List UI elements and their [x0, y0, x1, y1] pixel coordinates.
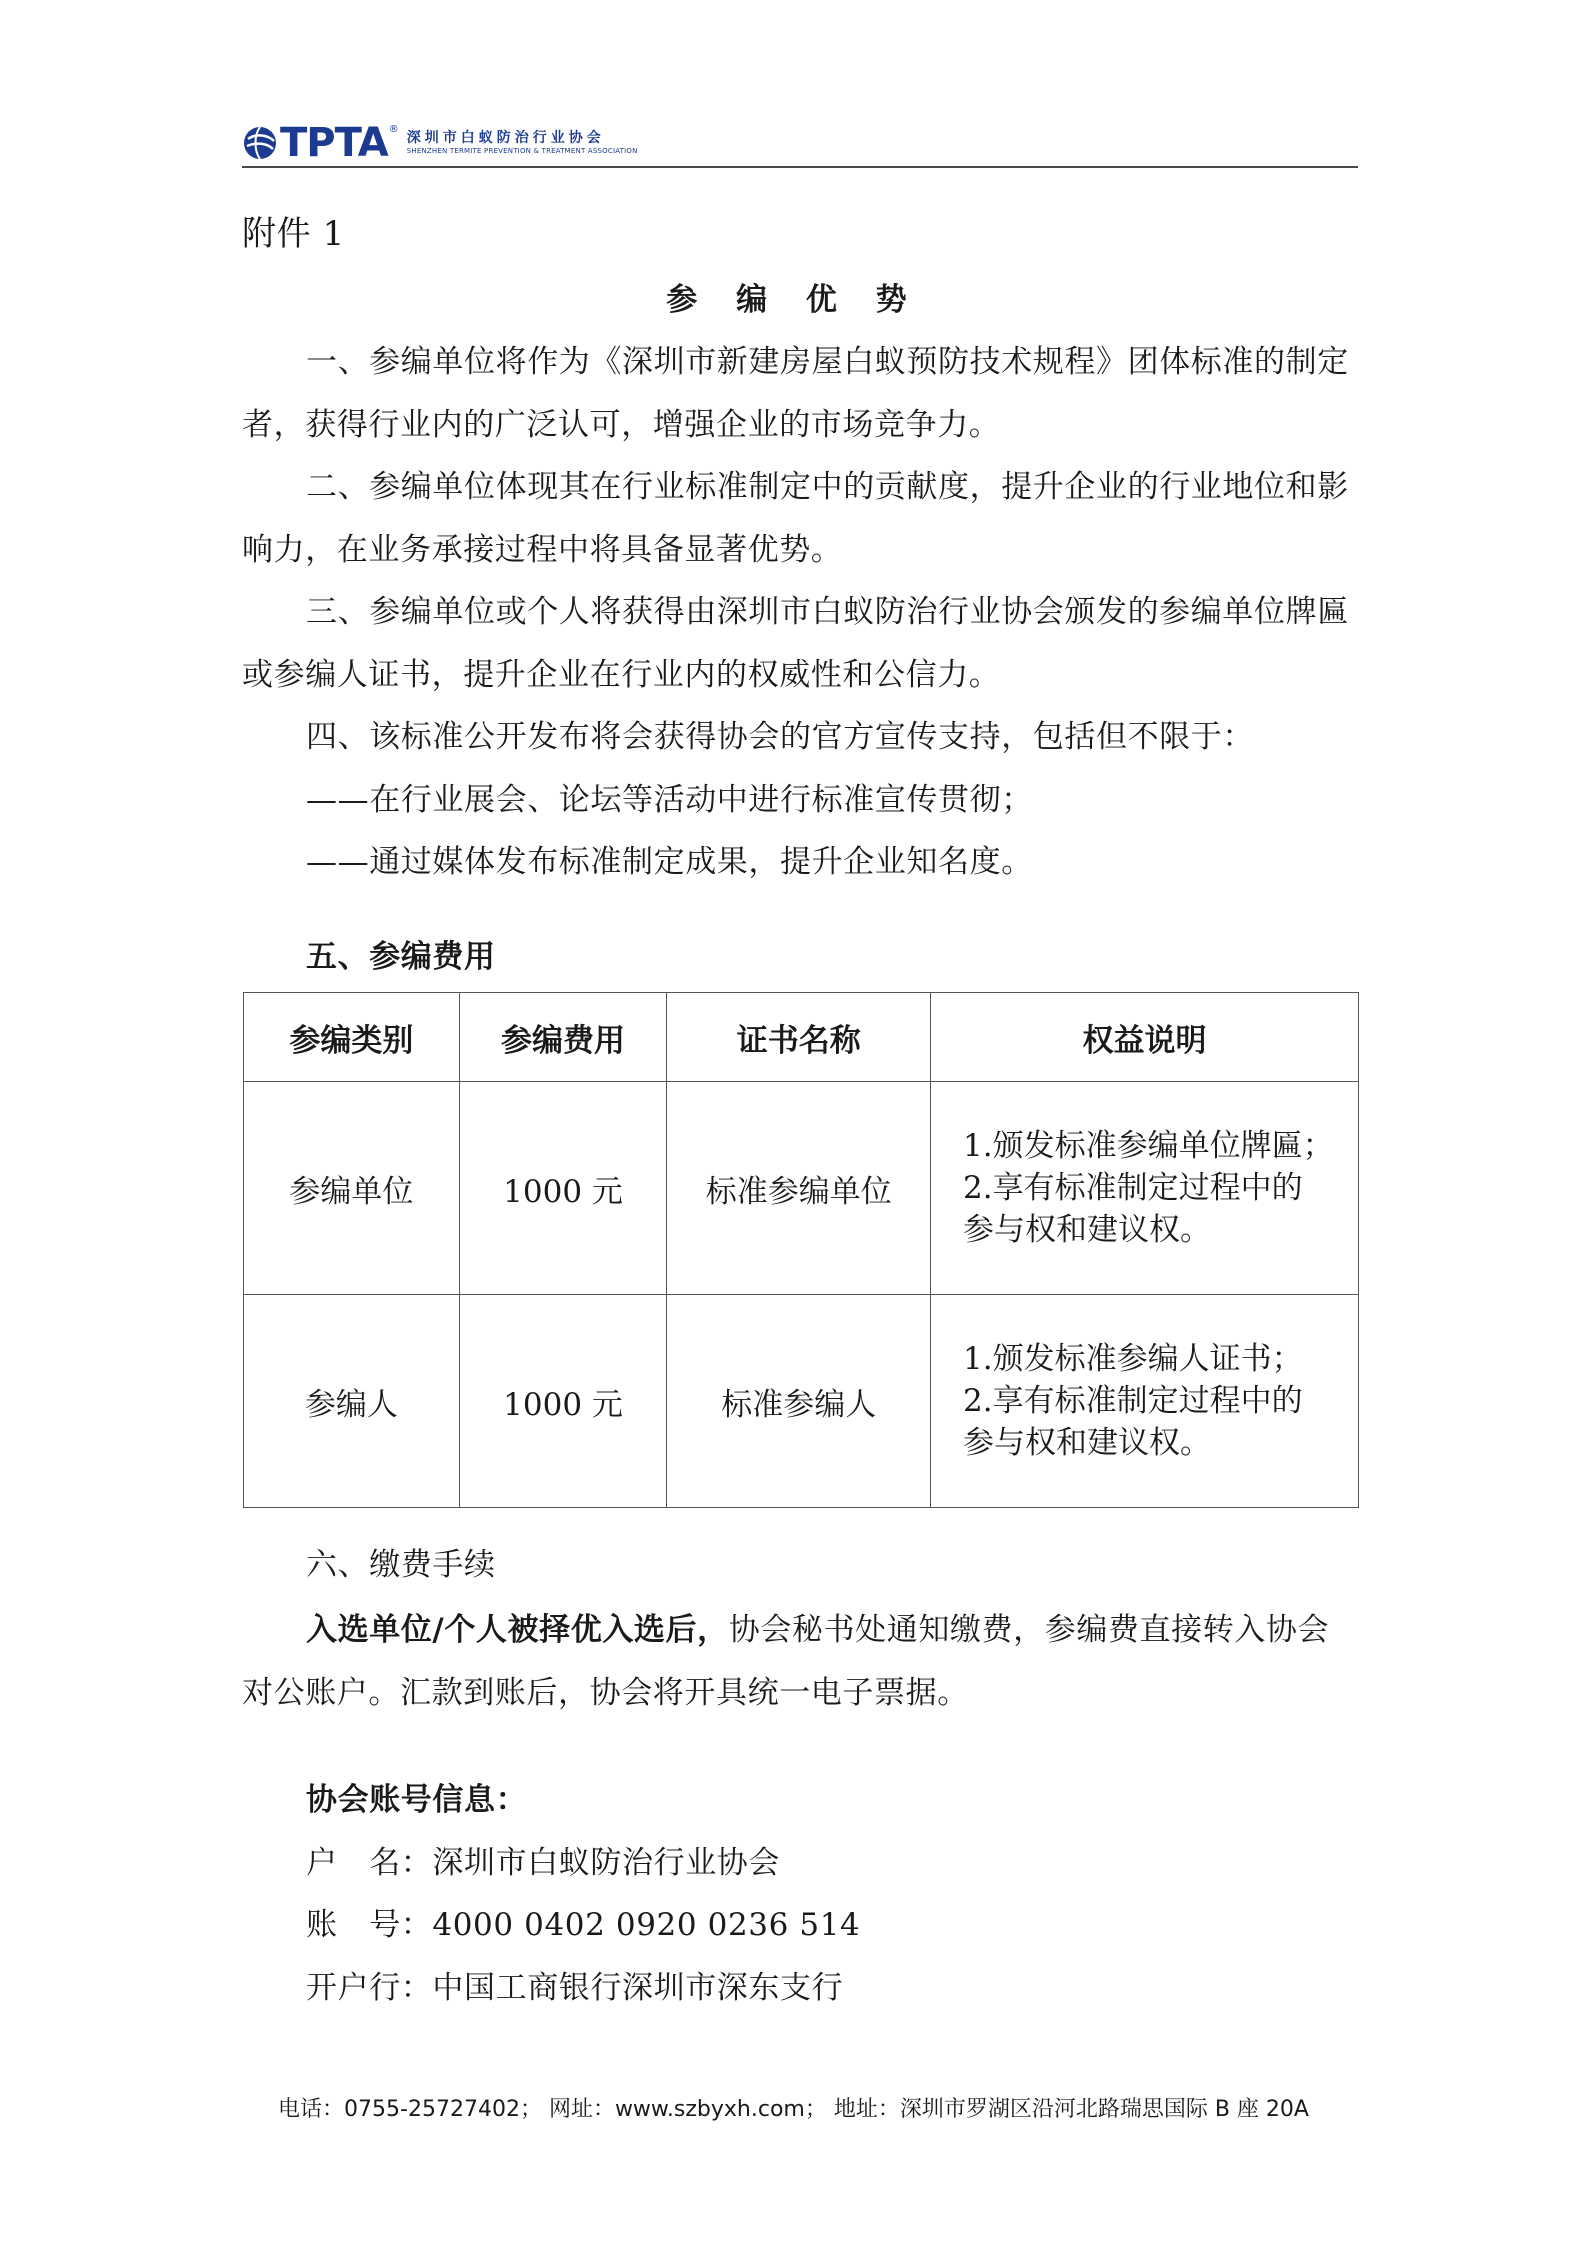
association-logo	[242, 120, 638, 166]
account-bank-row	[306, 1968, 843, 2008]
logo-chinese-name: 深圳市白蚁防治行业协会	[406, 130, 605, 146]
advantage-2-line-2: 响力，在业务承接过程中将具备显著优势。	[242, 532, 843, 568]
fees-heading: 五、参编费用	[306, 939, 496, 975]
advantage-3-line-1: 三、参编单位或个人将获得由深圳市白蚁防治行业协会颁发的参编单位牌匾	[306, 594, 1349, 630]
benefit-line: 参与权和建议权。	[963, 1425, 1212, 1461]
benefits-cell	[931, 1082, 1359, 1295]
account-heading: 协会账号信息：	[306, 1782, 528, 1818]
table-header-row	[244, 993, 1359, 1082]
payment-heading: 六、缴费手续	[306, 1547, 496, 1583]
advantage-2-line-1: 二、参编单位体现其在行业标准制定中的贡献度，提升企业的行业地位和影	[306, 469, 1349, 505]
logo-wordmark: TPTA	[280, 120, 388, 166]
payment-line-2: 对公账户。汇款到账后，协会将开具统一电子票据。	[242, 1675, 969, 1711]
account-name-label: 户 名：	[306, 1845, 433, 1881]
account-bank-value: 中国工商银行深圳市深东支行	[432, 1970, 844, 2006]
globe-icon	[242, 125, 278, 161]
payment-line-1-rest: 协会秘书处通知缴费，参编费直接转入协会	[728, 1612, 1330, 1648]
column-header-fee: 参编费用	[459, 993, 667, 1082]
page-title: 参 编 优 势	[666, 282, 921, 318]
fee-cell: 1000 元	[459, 1295, 667, 1508]
table-row	[244, 1295, 1359, 1508]
account-name-value: 深圳市白蚁防治行业协会	[432, 1845, 781, 1881]
benefit-line: 2.享有标准制定过程中的	[963, 1383, 1303, 1419]
advantage-4-item-1: ——在行业展会、论坛等活动中进行标准宣传贯彻；	[306, 782, 1033, 818]
fee-cell: 1000 元	[459, 1082, 667, 1295]
attachment-label: 附件 1	[242, 214, 345, 254]
benefit-line: 2.享有标准制定过程中的	[963, 1170, 1303, 1206]
account-number-value: 4000 0402 0920 0236 514	[432, 1907, 861, 1943]
account-bank-label: 开户行：	[306, 1970, 433, 2006]
advantage-4: 四、该标准公开发布将会获得协会的官方宣传支持，包括但不限于：	[306, 719, 1254, 755]
account-number-row	[306, 1905, 860, 1945]
account-name-row	[306, 1843, 780, 1883]
page-footer: 电话：0755-25727402； 网址：www.szbyxh.com； 地址：深圳市罗湖区沿河北路瑞思国际 B 座 20A	[278, 2097, 1309, 2122]
advantage-4-item-2: ——通过媒体发布标准制定成果，提升企业知名度。	[306, 844, 1033, 880]
column-header-benefits: 权益说明	[931, 993, 1359, 1082]
advantage-1-line-2: 者，获得行业内的广泛认可，增强企业的市场竞争力。	[242, 407, 1001, 443]
logo-english-name: SHENZHEN TERMITE PREVENTION & TREATMENT ASSOCIATION	[406, 147, 638, 155]
payment-line-1-bold: 入选单位/个人被择优入选后，	[306, 1612, 729, 1648]
benefit-line: 1.颁发标准参编单位牌匾；	[963, 1128, 1334, 1164]
column-header-category: 参编类别	[244, 993, 460, 1082]
advantage-3-line-2: 或参编人证书，提升企业在行业内的权威性和公信力。	[242, 657, 1001, 693]
category-cell: 参编人	[244, 1295, 460, 1508]
advantage-1-line-1: 一、参编单位将作为《深圳市新建房屋白蚁预防技术规程》团体标准的制定	[306, 344, 1349, 380]
certificate-cell: 标准参编单位	[667, 1082, 931, 1295]
page-header	[242, 108, 1358, 168]
benefits-cell	[931, 1295, 1359, 1508]
registered-mark: ®	[388, 124, 399, 135]
payment-line-1	[306, 1610, 1329, 1650]
certificate-cell: 标准参编人	[667, 1295, 931, 1508]
table-row	[244, 1082, 1359, 1295]
benefit-line: 参与权和建议权。	[963, 1212, 1212, 1248]
logo-text	[407, 130, 638, 156]
category-cell: 参编单位	[244, 1082, 460, 1295]
account-number-label: 账 号：	[306, 1907, 433, 1943]
fees-table	[243, 992, 1359, 1508]
benefit-line: 1.颁发标准参编人证书；	[963, 1341, 1303, 1377]
column-header-certificate: 证书名称	[667, 993, 931, 1082]
